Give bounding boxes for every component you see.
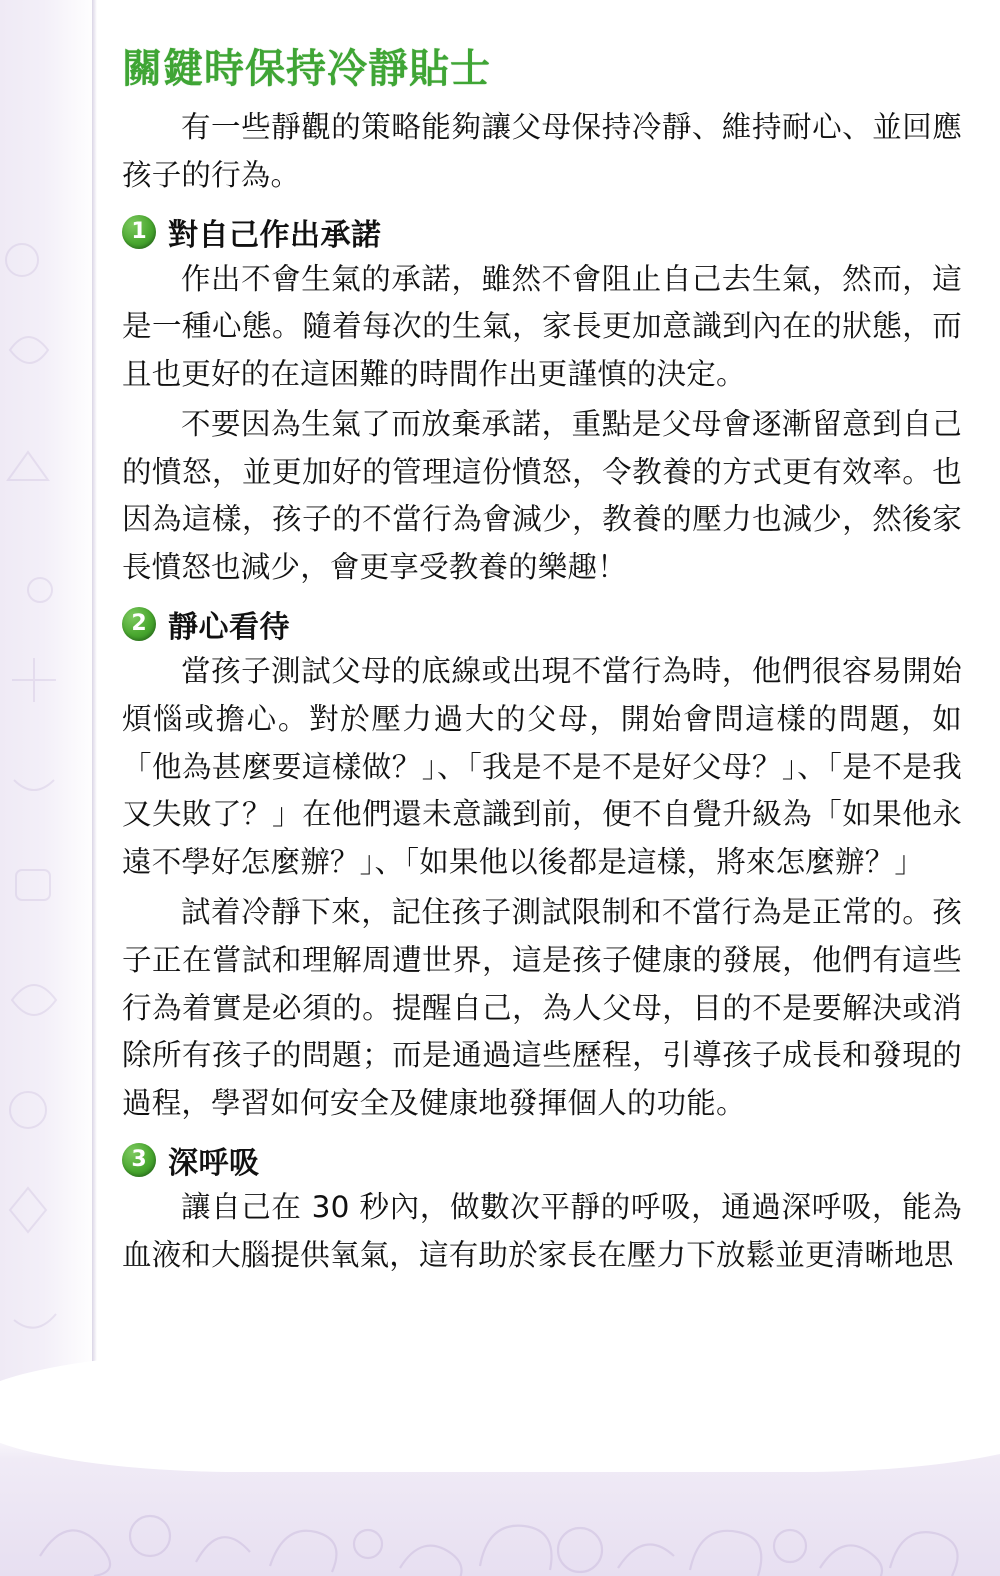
section-2-paragraph-1: 當孩子測試父母的底線或出現不當行為時，他們很容易開始煩惱或擔心。對於壓力過大的父母，開始會問這樣的問題，如「他為甚麼要這樣做？」、「我是不是不是好父母？」、「是不是我又失敗了？」在他們還未意識到前，便不自覺升級為「如果他永遠不學好怎麼辦？」、「如果他以後都是這樣，將來怎麼辦？」	[122, 654, 962, 880]
section-1-paragraph-2: 不要因為生氣了而放棄承諾，重點是父母會逐漸留意到自己的憤怒，並更加好的管理這份憤怒，令教養的方式更有效率。也因為這樣，孩子的不當行為會減少，教養的壓力也減少，然後家長憤怒也減少，會更享受教養的樂趣！	[122, 406, 962, 585]
section-heading-2	[122, 602, 962, 646]
section-number-badge: 2	[122, 607, 156, 641]
bottom-doodle-pattern	[0, 1436, 1000, 1576]
page-title: 關鍵時保持冷靜貼士	[122, 46, 491, 92]
section-3-paragraph-1: 讓自己在 30 秒內，做數次平靜的呼吸，通過深呼吸，能為血液和大腦提供氧氣，這有助於家長在壓力下放鬆並更清晰地思	[122, 1189, 962, 1272]
intro-paragraph: 有一些靜觀的策略能夠讓父母保持冷靜、維持耐心、並回應孩子的行為。	[122, 110, 962, 192]
left-doodle-pattern	[0, 120, 96, 1420]
section-2-paragraph-2: 試着冷靜下來，記住孩子測試限制和不當行為是正常的。孩子正在嘗試和理解周遭世界，這是孩子健康的發展，他們有這些行為着實是必須的。提醒自己，為人父母，目的不是要解決或消除所有孩子的問題；而是通過這些歷程，引導孩子成長和發現的過程，學習如何安全及健康地發揮個人的功能。	[122, 894, 962, 1121]
section-1-paragraph-1: 作出不會生氣的承諾，雖然不會阻止自己去生氣，然而，這是一種心態。隨着每次的生氣，家長更加意識到內在的狀態，而且也更好的在這困難的時間作出更謹慎的決定。	[122, 261, 962, 392]
section-title: 對自己作出承諾	[168, 217, 382, 253]
section-number-badge: 3	[122, 1143, 156, 1177]
section-title: 深呼吸	[168, 1145, 260, 1181]
section-title: 靜心看待	[168, 610, 290, 646]
section-heading-1	[122, 210, 962, 254]
section-number-badge: 1	[122, 215, 156, 249]
article-content	[122, 44, 962, 1279]
section-heading-3	[122, 1138, 962, 1182]
